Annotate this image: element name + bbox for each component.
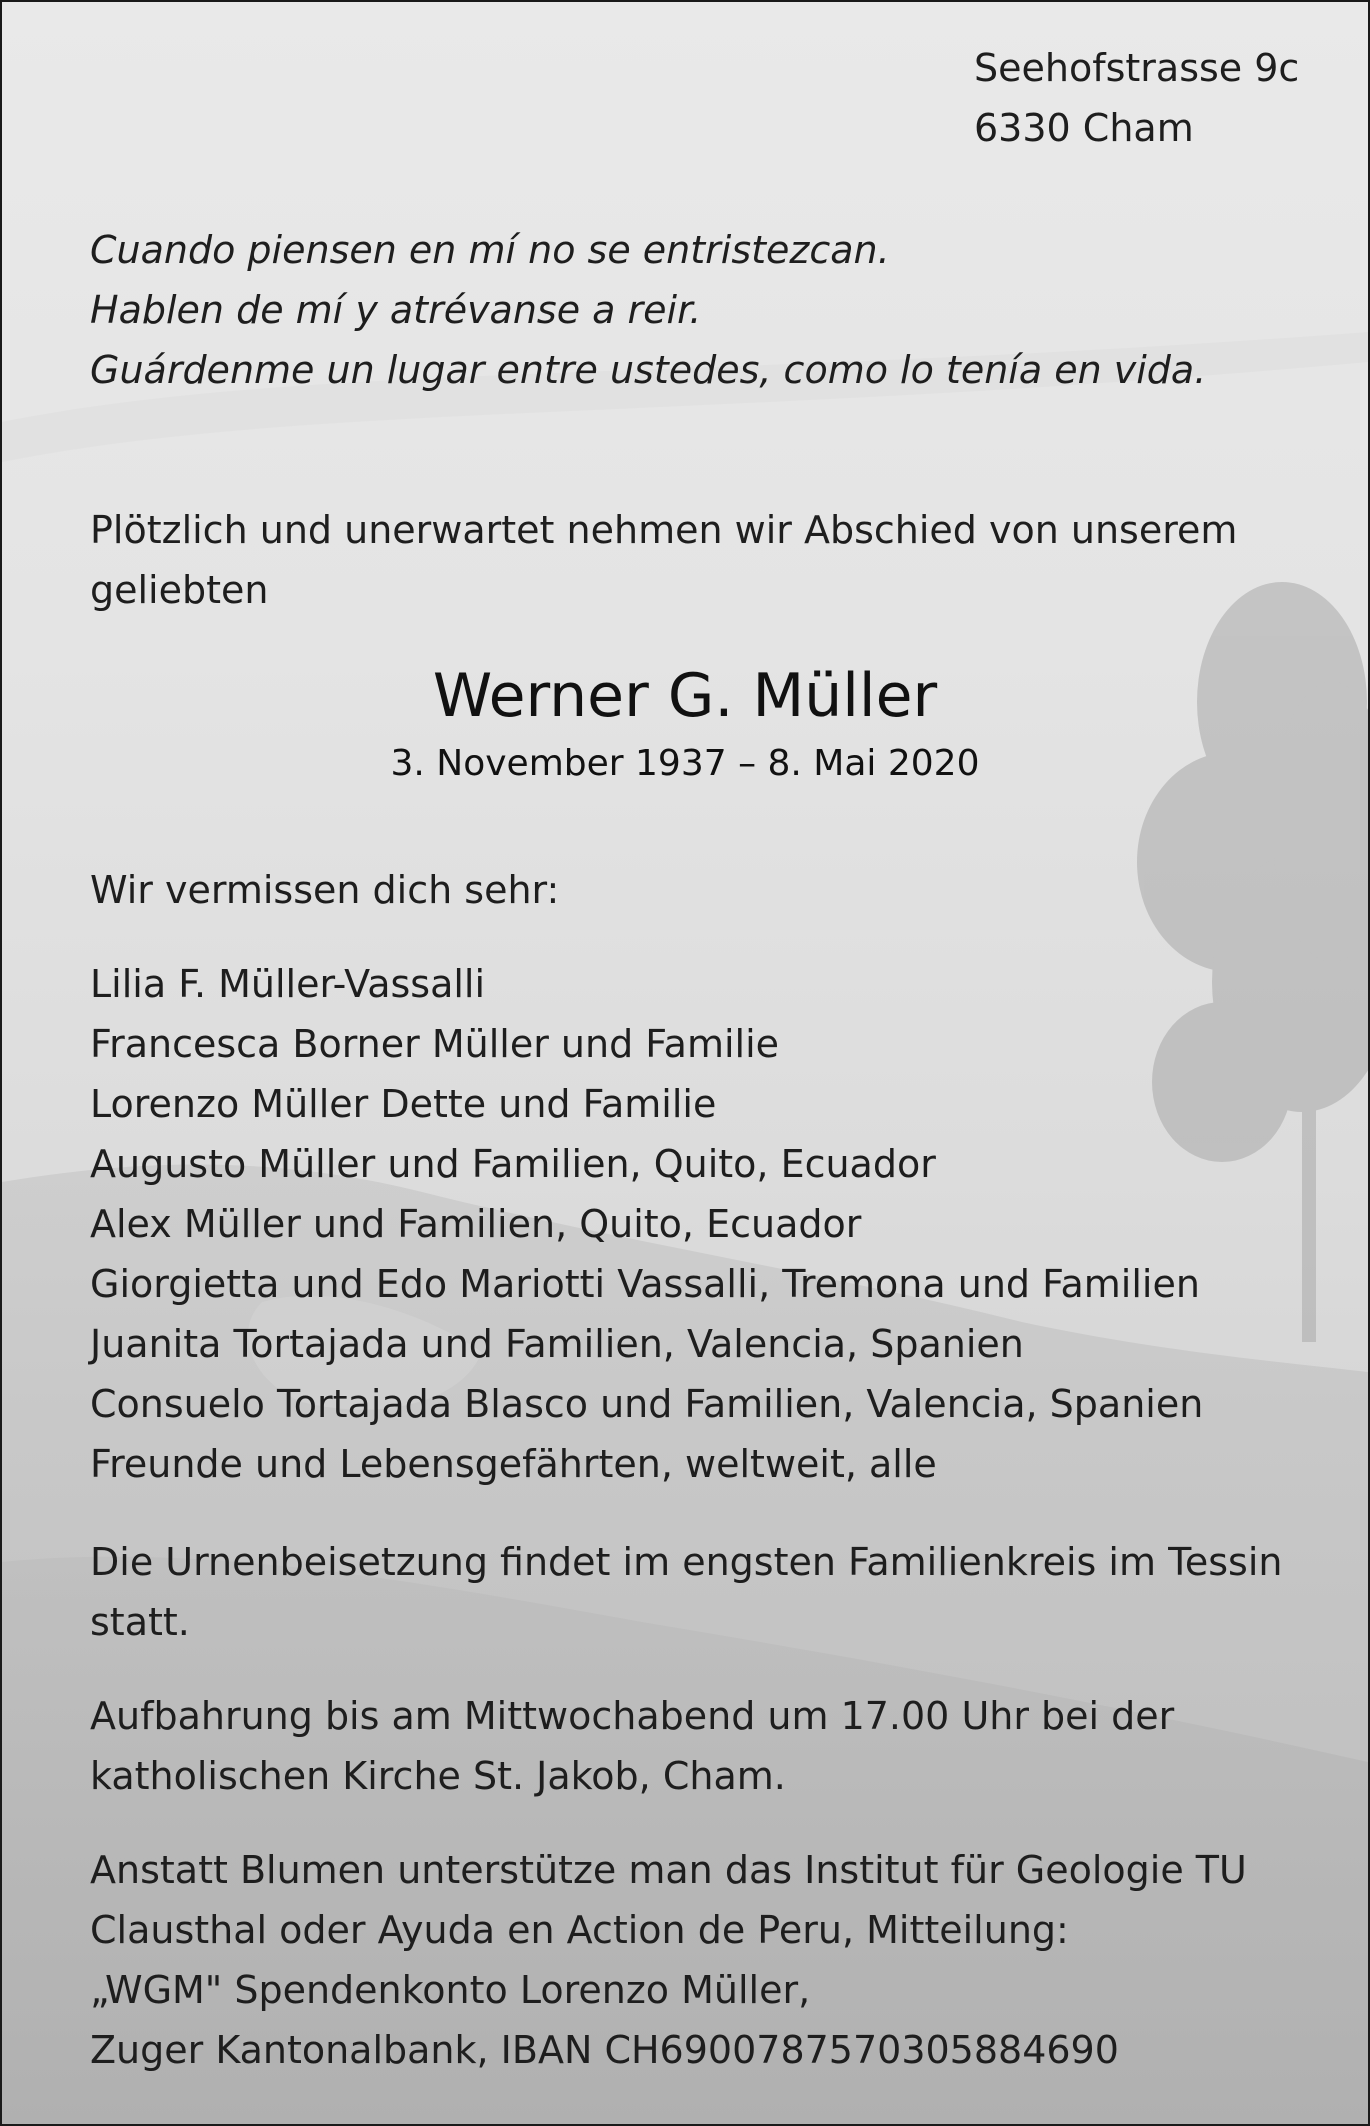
donation-line: „WGM" Spendenkonto Lorenzo Müller, xyxy=(90,1968,811,2012)
viewing-line: katholischen Kirche St. Jakob, Cham. xyxy=(90,1754,786,1798)
donation-line: Zuger Kantonalbank, IBAN CH6900787570305884690 xyxy=(90,2028,1119,2072)
burial-line: Die Urnenbeisetzung findet im engsten Familienkreis im Tessin xyxy=(90,1540,1283,1584)
list-item: Alex Müller und Familien, Quito, Ecuador xyxy=(90,1202,862,1246)
list-item: Lilia F. Müller-Vassalli xyxy=(90,962,486,1006)
list-item: Augusto Müller und Familien, Quito, Ecuador xyxy=(90,1142,936,1186)
list-item: Lorenzo Müller Dette und Familie xyxy=(90,1082,717,1126)
viewing-notice xyxy=(90,1686,1288,1806)
address-city: 6330 Cham xyxy=(974,106,1194,150)
sender-address xyxy=(974,38,1299,158)
list-item: Francesca Borner Müller und Familie xyxy=(90,1022,780,1066)
miss-line: Wir vermissen dich sehr: xyxy=(90,868,560,912)
life-dates: 3. November 1937 – 8. Mai 2020 xyxy=(390,743,980,784)
memorial-quote xyxy=(90,220,1288,400)
list-item: Freunde und Lebensgefährten, weltweit, alle xyxy=(90,1442,937,1486)
burial-notice xyxy=(90,1532,1288,1652)
donation-line: Anstatt Blumen unterstütze man das Institut für Geologie TU xyxy=(90,1848,1247,1892)
quote-line: Cuando piensen en mí no se entristezcan. xyxy=(90,228,890,272)
burial-line: statt. xyxy=(90,1600,190,1644)
quote-line: Hablen de mí y atrévanse a reir. xyxy=(90,288,702,332)
mourners-list xyxy=(90,954,1288,1494)
quote-line: Guárdenme un lugar entre ustedes, como lo tenía en vida. xyxy=(90,348,1207,392)
intro-line: geliebten xyxy=(90,568,269,612)
intro-line: Plötzlich und unerwartet nehmen wir Abschied von unserem xyxy=(90,508,1238,552)
viewing-line: Aufbahrung bis am Mittwochabend um 17.00 Uhr bei der xyxy=(90,1694,1175,1738)
announcement-intro xyxy=(90,500,1288,620)
list-item: Juanita Tortajada und Familien, Valencia, Spanien xyxy=(90,1322,1024,1366)
list-item: Consuelo Tortajada Blasco und Familien, Valencia, Spanien xyxy=(90,1382,1204,1426)
address-street: Seehofstrasse 9c xyxy=(974,46,1300,90)
list-item: Giorgietta und Edo Mariotti Vassalli, Tremona und Familien xyxy=(90,1262,1200,1306)
deceased-name: Werner G. Müller xyxy=(432,661,938,731)
donation-notice xyxy=(90,1840,1288,2080)
donation-line: Clausthal oder Ayuda en Action de Peru, Mitteilung: xyxy=(90,1908,1069,1952)
